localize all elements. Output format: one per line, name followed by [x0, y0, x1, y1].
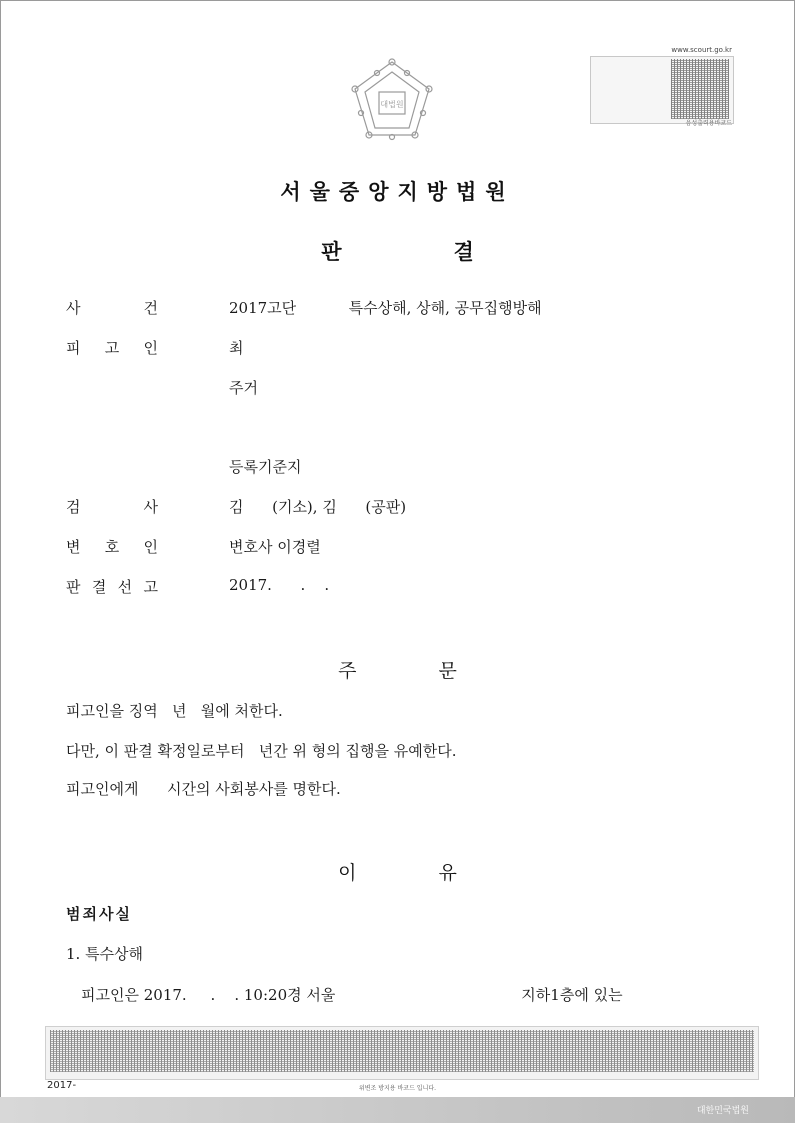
document-type-title	[0, 236, 795, 266]
prosecutor-value: 김 (기소), 김 (공판)	[229, 498, 407, 516]
crime-item: 1. 특수상해	[66, 945, 144, 963]
court-name: 서울중앙지방법원	[280, 180, 515, 204]
court-website-url: www.scourt.go.kr	[671, 46, 732, 54]
crime-text: 피고인은 2017. . . 10:20경 서울 지하1층에 있는	[81, 986, 623, 1004]
reason-title: 이 유	[338, 862, 457, 884]
voice-output-barcode	[590, 56, 734, 124]
court-seal-icon	[349, 58, 435, 144]
seal-text: 대법원	[380, 100, 404, 109]
registration-value: 등록기준지	[229, 458, 302, 476]
footer-bar	[0, 1097, 795, 1123]
main-ruling-title: 주 문	[338, 660, 457, 682]
ruling-line: 다만, 이 판결 확정일로부터 년간 위 형의 집행을 유예한다.	[66, 742, 457, 760]
ruling-line: 피고인을 징역 년 월에 처한다.	[66, 702, 283, 720]
lawyer-value: 변호사 이경렬	[229, 538, 321, 556]
sentencing-label: 판 결 선 고	[66, 578, 158, 596]
defendant-label: 피 고 인	[66, 339, 158, 357]
defendant-value: 최	[229, 339, 244, 357]
anti-forgery-barcode	[45, 1026, 759, 1080]
footer-court-label: 대한민국법원	[696, 1106, 749, 1116]
sentencing-value: 2017. . .	[229, 576, 330, 594]
residence-value: 주거	[229, 379, 258, 397]
anti-forgery-caption: 위변조 방지용 바코드 입니다.	[358, 1085, 437, 1092]
crime-facts-heading: 범죄사실	[66, 905, 132, 923]
prosecutor-label: 검 사	[66, 498, 158, 516]
ruling-line: 피고인에게 시간의 사회봉사를 명한다.	[66, 780, 341, 798]
lawyer-label: 변 호 인	[66, 538, 158, 556]
case-label: 사 건	[66, 299, 158, 317]
case-value: 2017고단 특수상해, 상해, 공무집행방해	[229, 299, 542, 317]
doc-type-char: 판	[321, 240, 342, 264]
doc-type-char: 결	[453, 240, 474, 264]
footer-case-number: 2017-	[47, 1080, 77, 1091]
voice-barcode-caption: 음성출력용바코드	[685, 120, 732, 127]
